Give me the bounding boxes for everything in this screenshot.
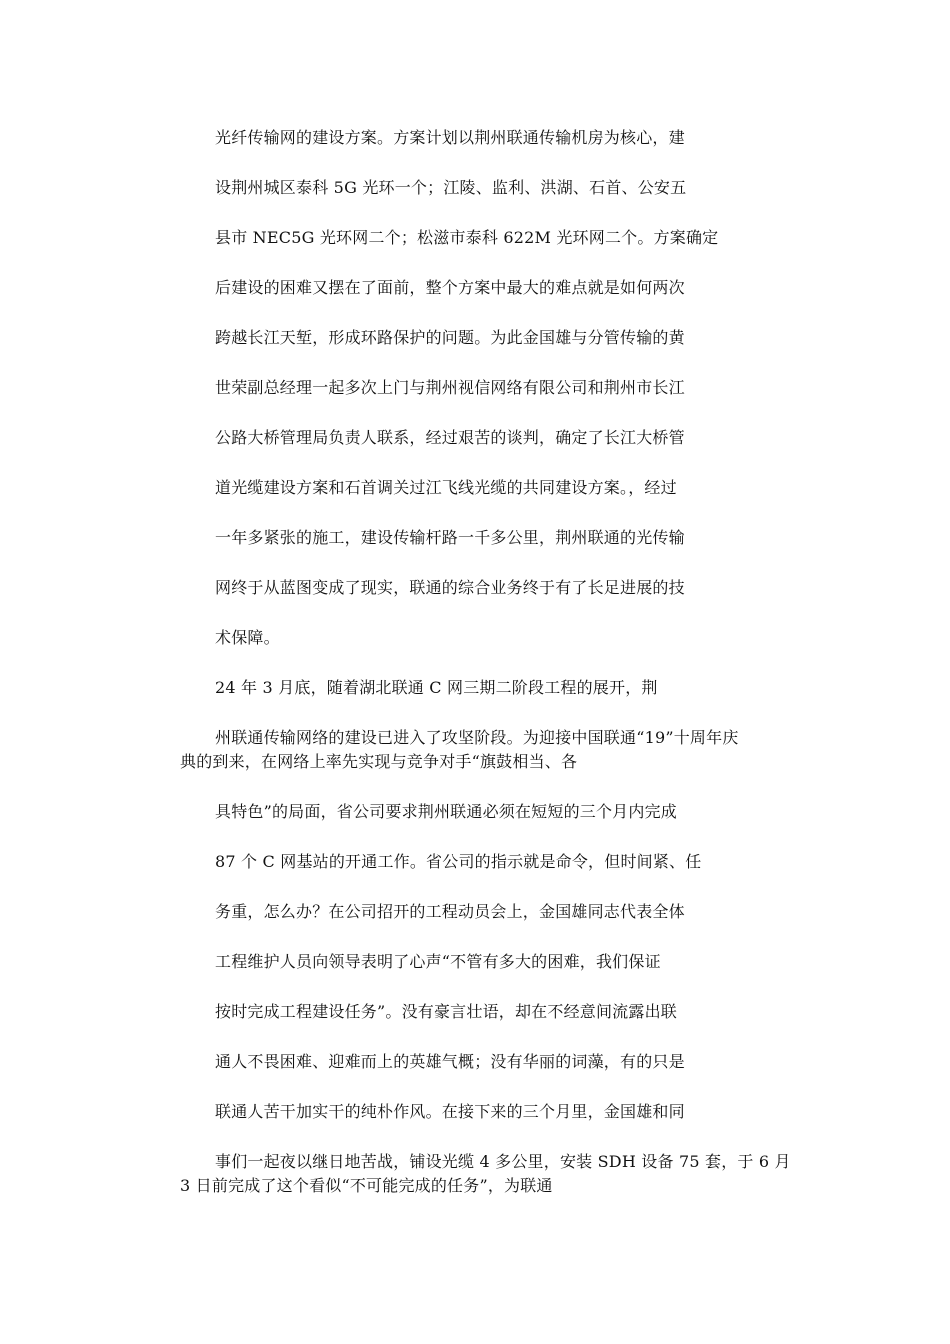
text-line: 网终于从蓝图变成了现实，联通的综合业务终于有了长足进展的技 bbox=[215, 578, 685, 597]
text-line: 3 日前完成了这个看似“不可能完成的任务”，为联通 bbox=[180, 1176, 553, 1195]
text-line: 24 年 3 月底，随着湖北联通 C 网三期二阶段工程的展开，荆 bbox=[215, 678, 658, 697]
text-line: 通人不畏困难、迎难而上的英雄气概；没有华丽的词藻，有的只是 bbox=[215, 1052, 685, 1071]
text-line: 工程维护人员向领导表明了心声“不管有多大的困难，我们保证 bbox=[215, 952, 661, 971]
text-line: 典的到来，在网络上率先实现与竞争对手“旗鼓相当、各 bbox=[180, 752, 578, 771]
text-line: 跨越长江天堑，形成环路保护的问题。为此金国雄与分管传输的黄 bbox=[215, 328, 685, 347]
text-line: 公路大桥管理局负责人联系，经过艰苦的谈判，确定了长江大桥管 bbox=[215, 428, 685, 447]
text-line: 县市 NEC5G 光环网二个；松滋市泰科 622M 光环网二个。方案确定 bbox=[215, 228, 719, 247]
text-line: 设荆州城区泰科 5G 光环一个；江陵、监利、洪湖、石首、公安五 bbox=[215, 178, 687, 197]
text-line: 事们一起夜以继日地苦战，铺设光缆 4 多公里，安装 SDH 设备 75 套，于 6 月 bbox=[215, 1152, 791, 1171]
text-line: 87 个 C 网基站的开通工作。省公司的指示就是命令，但时间紧、任 bbox=[215, 852, 702, 871]
text-line: 州联通传输网络的建设已进入了攻坚阶段。为迎接中国联通“19”十周年庆 bbox=[215, 728, 739, 747]
text-line: 术保障。 bbox=[215, 628, 280, 647]
text-line: 务重，怎么办？在公司招开的工程动员会上，金国雄同志代表全体 bbox=[215, 902, 685, 921]
text-line: 具特色”的局面，省公司要求荆州联通必须在短短的三个月内完成 bbox=[215, 802, 677, 821]
text-line: 光纤传输网的建设方案。方案计划以荆州联通传输机房为核心，建 bbox=[215, 128, 685, 147]
text-line: 一年多紧张的施工，建设传输杆路一千多公里，荆州联通的光传输 bbox=[215, 528, 685, 547]
text-line: 世荣副总经理一起多次上门与荆州视信网络有限公司和荆州市长江 bbox=[215, 378, 685, 397]
text-line: 道光缆建设方案和石首调关过江飞线光缆的共同建设方案。，经过 bbox=[215, 478, 677, 497]
text-line: 联通人苦干加实干的纯朴作风。在接下来的三个月里，金国雄和同 bbox=[215, 1102, 685, 1121]
text-line: 后建设的困难又摆在了面前，整个方案中最大的难点就是如何两次 bbox=[215, 278, 685, 297]
text-line: 按时完成工程建设任务”。没有豪言壮语，却在不经意间流露出联 bbox=[215, 1002, 677, 1021]
